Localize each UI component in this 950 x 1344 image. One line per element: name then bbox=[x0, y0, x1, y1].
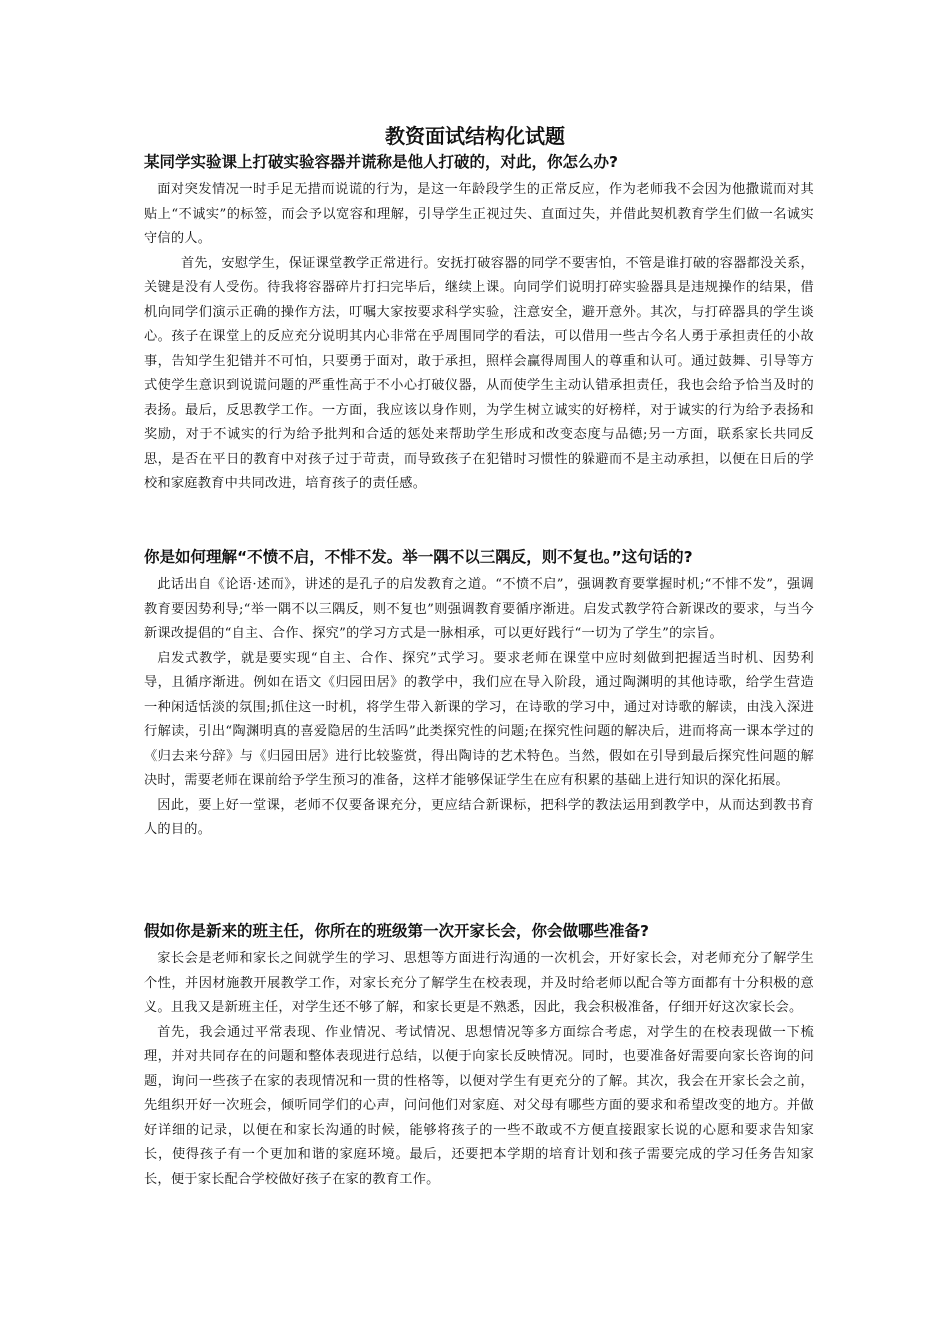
answer-paragraph: 因此，要上好一堂课，老师不仅要备课充分，更应结合新课标，把科学的教法运用到教学中，从而达到教书育人的目的。 bbox=[144, 797, 814, 837]
question-section-3 bbox=[144, 919, 814, 1192]
answer-paragraph: 首先，安慰学生，保证课堂教学正常进行。安抚打破容器的同学不要害怕，不管是谁打破的容器都没关系，关键是没有人受伤。待我将容器碎片打扫完毕后，继续上课。向同学们说明打碎实验器具是违规操作的结果，借机向同学们演示正确的操作方法，叮嘱大家按要求科学实验，注意安全，避开意外。其次，与打碎器具的学生谈心。孩子在课堂上的反应充分说明其内心非常在乎周围同学的看法，可以借用一些古今名人勇于承担责任的小故事，告知学生犯错并不可怕，只要勇于面对，敢于承担，照样会赢得周围人的尊重和认可。通过鼓舞、引导等方式使学生意识到说谎问题的严重性高于不小心打破仪器，从而使学生主动认错承担责任，我也会给予恰当及时的表扬。最后，反思教学工作。一方面，我应该以身作则，为学生树立诚实的好榜样，对于诚实的行为给予表扬和奖励，对于不诚实的行为给予批判和合适的惩处来帮助学生形成和改变态度与品德;另一方面，联系家长共同反思，是否在平日的教育中对孩子过于苛责，而导致孩子在犯错时习惯性的躲避而不是主动承担，以便在日后的学校和家庭教育中共同改进，培育孩子的责任感。 bbox=[144, 255, 814, 491]
answer-paragraph: 首先，我会通过平常表现、作业情况、考试情况、思想情况等多方面综合考虑，对学生的在校表现做一下梳理，并对共同存在的问题和整体表现进行总结，以便于向家长反映情况。同时，也要准备好需要向家长咨询的问题，询问一些孩子在家的表现情况和一贯的性格等，以便对学生有更充分的了解。其次，我会在开家长会之前，先组织开好一次班会，倾听同学们的心声，问问他们对家庭、对父母有哪些方面的要求和希望改变的地方。并做好详细的记录，以便在和家长沟通的时候，能够将孩子的一些不敢或不方便直接跟家长说的心愿和要求告知家长，使得孩子有一个更加和谐的家庭环境。最后，还要把本学期的培育计划和孩子需要完成的学习任务告知家长，便于家长配合学校做好孩子在家的教育工作。 bbox=[144, 1024, 814, 1187]
question-section-2 bbox=[144, 545, 814, 843]
question-heading: 某同学实验课上打破实验容器并谎称是他人打破的，对此，你怎么办? bbox=[144, 153, 618, 171]
question-section-1 bbox=[144, 150, 814, 497]
answer-paragraph: 此话出自《论语·述而》，讲述的是孔子的启发教育之道。“不愤不启”，强调教育要掌握时机;“不悱不发”，强调教育要因势利导;“举一隅不以三隅反，则不复也”则强调教育要循序渐进。启发式教学符合新课改的要求，与当今新课改提倡的“自主、合作、探究”的学习方式是一脉相承，可以更好践行“一切为了学生”的宗旨。 bbox=[144, 577, 814, 641]
answer-paragraph: 家长会是老师和家长之间就学生的学习、思想等方面进行沟通的一次机会，开好家长会，对老师充分了解学生个性，并因材施教开展教学工作，对家长充分了解学生在校表现，并及时给老师以配合等方面都有十分积极的意义。且我又是新班主任，对学生还不够了解，和家长更是不熟悉，因此，我会积极准备，仔细开好这次家长会。 bbox=[144, 951, 814, 1015]
answer-paragraph: 启发式教学，就是要实现“自主、合作、探究”式学习。要求老师在课堂中应时刻做到把握适当时机、因势利导，且循序渐进。例如在语文《归园田居》的教学中，我们应在导入阶段，通过陶渊明的其他诗歌，给学生营造一种闲适恬淡的氛围;抓住这一时机，将学生带入新课的学习，在诗歌的学习中，通过对诗歌的解读，由浅入深进行解读，引出“陶渊明真的喜爱隐居的生活吗”此类探究性的问题;在探究性问题的解决后，进而将高一课本学过的《归去来兮辞》与《归园田居》进行比较鉴赏，得出陶诗的艺术特色。当然，假如在引导到最后探究性问题的解决时，需要老师在课前给予学生预习的准备，这样才能够保证学生在应有积累的基础上进行知识的深化拓展。 bbox=[144, 650, 814, 788]
answer-paragraph: 面对突发情况一时手足无措而说谎的行为，是这一年龄段学生的正常反应，作为老师我不会因为他撒谎而对其贴上“不诚实”的标签，而会予以宽容和理解，引导学生正视过失、直面过失，并借此契机教育学生们做一名诚实守信的人。 bbox=[144, 182, 814, 246]
question-heading: 你是如何理解“不愤不启，不悱不发。举一隅不以三隅反，则不复也。”这句话的? bbox=[144, 548, 693, 566]
question-heading: 假如你是新来的班主任，你所在的班级第一次开家长会，你会做哪些准备? bbox=[144, 922, 649, 940]
page-title: 教资面试结构化试题 bbox=[385, 124, 565, 148]
